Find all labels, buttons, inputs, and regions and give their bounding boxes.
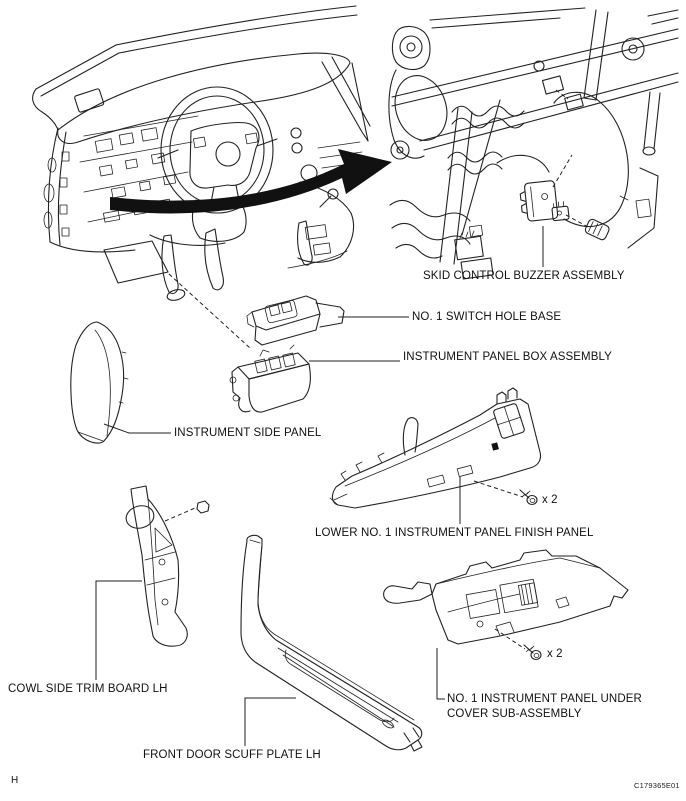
instrument-side-panel-drawing <box>71 322 128 443</box>
label-finish-panel-screw-count: x 2 <box>542 494 558 506</box>
dashboard-overview-drawing <box>33 6 370 302</box>
dash-internal-detail-drawing <box>387 8 678 279</box>
label-no1-instrument-panel-under-cover <box>447 693 642 720</box>
front-door-scuff-plate-drawing <box>241 535 422 751</box>
screw-icon <box>524 645 541 660</box>
label-skid-control-buzzer-assembly: SKID CONTROL BUZZER ASSEMBLY <box>423 270 625 282</box>
label-instrument-side-panel: INSTRUMENT SIDE PANEL <box>174 427 322 439</box>
figure-code: C179365E01 <box>634 781 680 790</box>
label-front-door-scuff-plate-lh: FRONT DOOR SCUFF PLATE LH <box>143 749 321 761</box>
page-marker: H <box>11 775 19 786</box>
switch-hole-base-drawing <box>247 296 344 345</box>
label-cowl-side-trim-board-lh: COWL SIDE TRIM BOARD LH <box>8 683 168 695</box>
label-under-cover-line1: NO. 1 INSTRUMENT PANEL UNDER <box>447 693 642 705</box>
instrument-panel-box-drawing <box>230 345 310 412</box>
cowl-side-trim-drawing <box>124 486 209 646</box>
label-under-cover-screw-count: x 2 <box>547 648 563 660</box>
label-lower-no1-instrument-panel-finish-panel: LOWER NO. 1 INSTRUMENT PANEL FINISH PANEL <box>315 527 594 539</box>
under-cover-drawing <box>384 550 628 644</box>
lower-finish-panel-drawing <box>330 388 541 508</box>
label-instrument-panel-box-assembly: INSTRUMENT PANEL BOX ASSEMBLY <box>403 351 612 363</box>
label-under-cover-line2: COVER SUB-ASSEMBLY <box>447 708 582 720</box>
assembly-dashed-lines <box>165 90 588 649</box>
label-no1-switch-hole-base: NO. 1 SWITCH HOLE BASE <box>412 311 562 323</box>
skid-control-buzzer-part <box>519 179 569 224</box>
